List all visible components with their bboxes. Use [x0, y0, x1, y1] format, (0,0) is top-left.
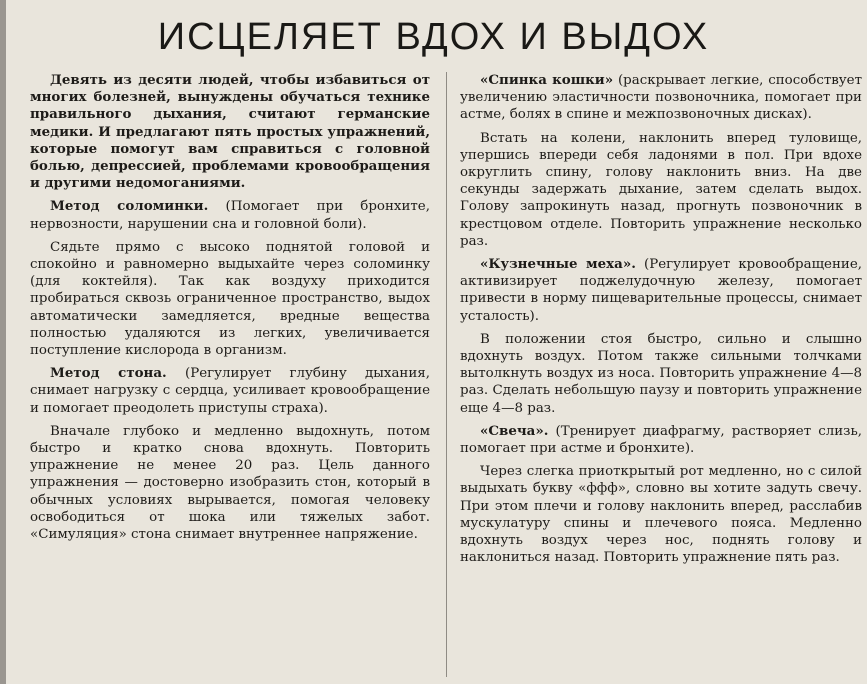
method-straw-desc: (Помогает при бронхите, нервозности, нарушении сна и головной боли).: [30, 199, 430, 232]
method-straw-heading: [30, 198, 430, 232]
intro-paragraph: Девять из десяти людей, чтобы избавиться от многих болезней, вынуждены обучаться технике правильного дыхания, считают германские медики. И предлагают пять простых упражнений, которые помогут вам справиться с головной болью, депрессией, проблемами кровообращения и другими недомоганиями.: [30, 72, 430, 192]
method-bellows-desc: (Регулирует кровообращение, активизирует поджелудочную железу, помогает привести в норму пищеварительные процессы, снимает усталость).: [460, 257, 863, 324]
scan-edge: [0, 0, 6, 684]
article-title: ИСЦЕЛЯЕТ ВДОХ И ВЫДОХ: [157, 16, 710, 58]
method-cat-desc: (раскрывает легкие, способствует увеличению эластичности позвоночника, помогает при астме, болях в спине и межпозвоночных дисках).: [460, 73, 862, 123]
method-straw-name: Метод соломинки.: [50, 198, 209, 215]
method-bellows-heading: [460, 256, 862, 325]
method-bellows-name: «Кузнечные меха».: [480, 256, 636, 273]
method-cat-name: «Спинка кошки»: [480, 72, 614, 88]
method-cat-heading: [460, 72, 862, 124]
column-divider: [446, 72, 447, 677]
method-moan-text: Вначале глубоко и медленно выдохнуть, потом быстро и кратко снова вдохнуть. Повторить упражнение не менее 20 раз. Цель данного упражнения — достоверно изобразить стон, который в обычных условиях вырывается, помогая человеку освободиться от шока или тяжелых забот. «Симуляция» стона снимает внутреннее напряжение.: [30, 423, 430, 543]
method-moan-heading: [30, 365, 430, 417]
method-candle-desc: (Тренирует диафрагму, растворяет слизь, помогает при астме и бронхите).: [460, 423, 862, 457]
method-straw-text: Сядьте прямо с высоко поднятой головой и спокойно и равномерно выдыхайте через соломинку (для коктейля). Так как воздуху приходится пробираться сквозь ограниченное пространство, выдох автоматически замедляется, вредные вещества полностью удаляются из легких, увеличивается поступление кислорода в организм.: [30, 239, 430, 359]
method-moan-desc: (Регулирует глубину дыхания, снимает нагрузку с сердца, усиливает кровообращение и помогает преодолеть приступы страха).: [30, 366, 430, 416]
method-candle-text: Через слегка приоткрытый рот медленно, но с силой выдыхать букву «ффф», словно вы хотите задуть свечу. При этом плечи и голову наклонить вперед, расслабив мускулатуру спины и плечевого пояса. Медленно вдохнуть воздух через нос, поднять голову и наклониться назад. Повторить упражнение пять раз.: [460, 464, 862, 566]
method-moan-name: Метод стона.: [50, 365, 167, 382]
method-cat-text: Встать на колени, наклонить вперед туловище, упершись впереди себя ладонями в пол. При вдохе округлить спину, голову наклонить вниз. На две секунды задержать дыхание, затем сделать выдох. Голову запрокинуть назад, прогнуть позвоночник в крестцовом отделе. Повторить упражнение несколько раз.: [460, 130, 862, 249]
method-bellows-text: В положении стоя быстро, сильно и слышно вдохнуть воздух. Потом также сильными толчками вытолкнуть воздух из носа. Повторить упражнение 4—8 раз. Сделать небольшую паузу и повторить упражнение еще 4—8 раз.: [460, 331, 862, 416]
right-column: [460, 72, 862, 572]
method-candle-heading: [460, 423, 862, 457]
left-column: [30, 72, 430, 549]
method-candle-name: «Свеча».: [480, 422, 549, 439]
